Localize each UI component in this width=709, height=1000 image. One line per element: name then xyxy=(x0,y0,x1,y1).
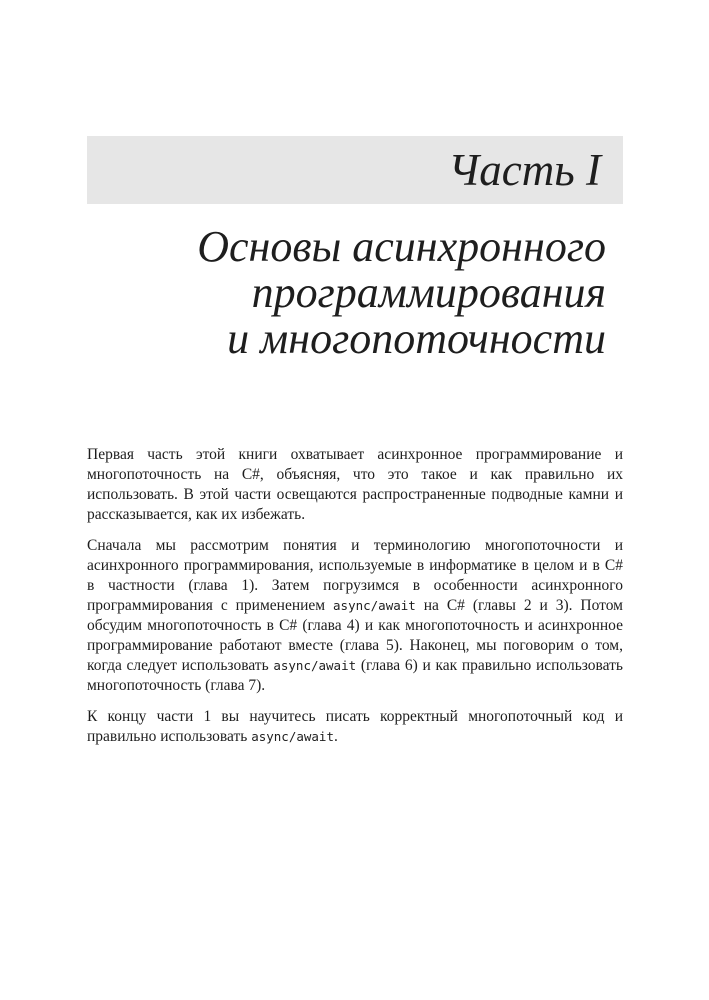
paragraph-text: (глава 6) и как правильно использовать многопоточность (глава 7). xyxy=(87,657,623,694)
paragraph-text: Сначала мы рассмотрим понятия и терминологию многопоточности и асинхронного программирования, используемые в информатике в целом и в C# в частности (глава 1). Затем погрузимся в особенности асинхронного программирования с применением xyxy=(87,537,623,614)
part-header-band xyxy=(87,136,623,204)
paragraph-text: К концу части 1 вы научитесь писать корректный многопоточный код и правильно использовать xyxy=(87,708,623,745)
paragraph-text: на C# (главы 2 и 3). Потом обсудим многопоточность в C# (глава 4) и как многопоточность и асинхронное программирование работают вместе (глава 5). Наконец, мы поговорим о том, когда следует использовать xyxy=(87,597,623,674)
paragraph xyxy=(87,536,623,696)
part-title xyxy=(86,224,606,362)
part-title-line: Основы асинхронного xyxy=(197,222,606,271)
inline-code: async/await xyxy=(333,598,416,613)
inline-code: async/await xyxy=(273,658,357,673)
body-text xyxy=(87,445,623,758)
paragraph-text: . xyxy=(333,728,338,745)
paragraph xyxy=(87,707,623,747)
paragraph: Первая часть этой книги охватывает асинхронное программирование и многопоточность на C#, объясняя, что это такое и как правильно их использовать. В этой части освещаются распространенные подводные камни и рассказывается, как их избежать. xyxy=(87,446,623,523)
part-title-line: программирования xyxy=(251,268,606,317)
part-label: Часть I xyxy=(448,145,601,195)
inline-code: async/await xyxy=(251,729,334,744)
part-title-line: и многопоточности xyxy=(227,314,606,363)
